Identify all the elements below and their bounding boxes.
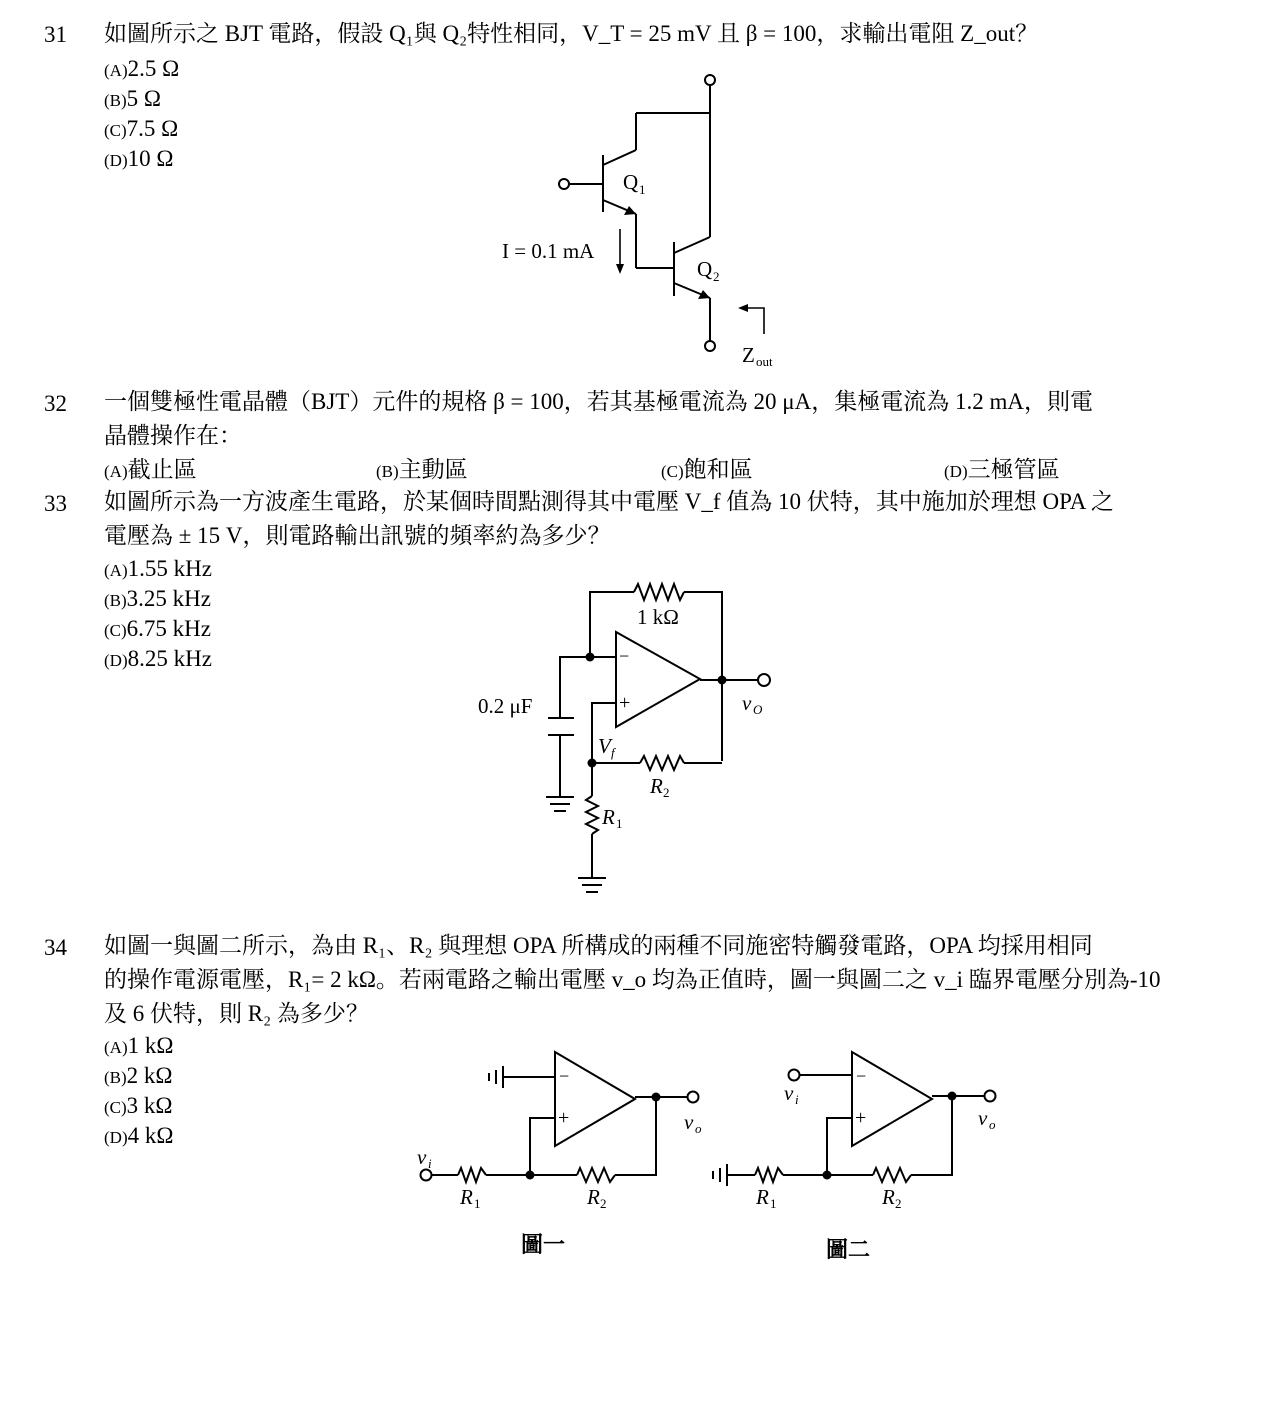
r1-resistor bbox=[755, 1168, 783, 1182]
option-letter: (C) bbox=[104, 121, 127, 140]
r2-label: R bbox=[882, 1185, 895, 1209]
plus-sign: + bbox=[619, 692, 631, 714]
option-text: 8.25 kHz bbox=[127, 646, 212, 671]
question-text: 如圖一與圖二所示，為由 R₁、R₂ 與理想 OPA 所構成的兩種不同施密特觸發電路，OPA 均採用相同 bbox=[104, 933, 1093, 958]
r1-label: R bbox=[602, 805, 615, 829]
output-terminal bbox=[688, 1092, 699, 1103]
option-letter: (D) bbox=[944, 462, 968, 481]
option-letter: (B) bbox=[104, 591, 127, 610]
question-number: 32 bbox=[44, 391, 67, 416]
option-text: 6.75 kHz bbox=[126, 616, 211, 641]
option-text: 2.5 Ω bbox=[127, 56, 180, 81]
vi-subscript: i bbox=[428, 1156, 432, 1171]
option-letter: (A) bbox=[104, 462, 128, 481]
option-letter: (B) bbox=[104, 91, 127, 110]
option-letter: (C) bbox=[661, 462, 684, 481]
q1-label: Q bbox=[623, 170, 639, 194]
option-text: 10 Ω bbox=[127, 146, 174, 171]
vo-label: v bbox=[742, 691, 752, 715]
minus-sign: − bbox=[856, 1066, 867, 1086]
option-letter: (C) bbox=[104, 1098, 127, 1117]
option-text: 飽和區 bbox=[683, 457, 753, 482]
r2-label: R bbox=[650, 774, 663, 798]
question-text: 及 6 伏特，則 R₂ 為多少？ bbox=[104, 1001, 369, 1026]
q1-subscript: 1 bbox=[639, 182, 646, 197]
vo-label: v bbox=[684, 1110, 694, 1134]
vi-label: v bbox=[784, 1081, 794, 1105]
option-text: 2 kΩ bbox=[126, 1063, 173, 1088]
option-text: 三極管區 bbox=[967, 457, 1060, 482]
figure-caption: 圖二 bbox=[826, 1237, 871, 1262]
vf-label: V bbox=[598, 734, 611, 758]
option-text: 1.55 kHz bbox=[127, 556, 212, 581]
plus-sign: + bbox=[855, 1107, 867, 1129]
vo-subscript: O bbox=[753, 702, 763, 717]
minus-sign: − bbox=[559, 1066, 570, 1086]
question-number: 33 bbox=[44, 491, 67, 516]
question-number: 34 bbox=[44, 935, 67, 960]
question-text: 電壓為 ± 15 V，則電路輸出訊號的頻率約為多少？ bbox=[104, 523, 611, 548]
zout-subscript: out bbox=[756, 354, 773, 369]
zout-label: Z bbox=[742, 343, 755, 367]
question-text: 如圖所示之 BJT 電路，假設 Q₁與 Q₂特性相同，V_T = 25 mV 且 β = 100，求輸出電阻 Z_out？ bbox=[104, 21, 1039, 46]
r1-subscript: 1 bbox=[474, 1196, 481, 1211]
r1-label: R bbox=[460, 1185, 473, 1209]
r2-subscript: 2 bbox=[663, 785, 670, 800]
r2-subscript: 2 bbox=[895, 1196, 902, 1211]
r1-subscript: 1 bbox=[616, 816, 623, 831]
vi-label: v bbox=[417, 1145, 427, 1169]
option-text: 3.25 kHz bbox=[126, 586, 211, 611]
figure-1 bbox=[417, 1052, 702, 1257]
current-label: I = 0.1 mA bbox=[502, 239, 595, 263]
option-text: 主動區 bbox=[398, 457, 468, 482]
input-terminal bbox=[789, 1070, 800, 1081]
option-letter: (A) bbox=[104, 61, 128, 80]
vo-subscript: o bbox=[695, 1121, 702, 1136]
r2-label: R bbox=[587, 1185, 600, 1209]
vf-subscript: f bbox=[611, 745, 615, 760]
feedback-resistor-label: 1 kΩ bbox=[637, 605, 679, 629]
capacitor-label: 0.2 μF bbox=[478, 694, 533, 718]
output-terminal bbox=[985, 1091, 996, 1102]
option-text: 3 kΩ bbox=[126, 1093, 173, 1118]
option-text: 4 kΩ bbox=[127, 1123, 174, 1148]
r1-subscript: 1 bbox=[770, 1196, 777, 1211]
option-letter: (A) bbox=[104, 1038, 128, 1057]
vo-label: v bbox=[978, 1106, 988, 1130]
figure-caption: 圖一 bbox=[521, 1232, 566, 1257]
input-terminal bbox=[421, 1170, 432, 1181]
question-text: 的操作電源電壓，R₁= 2 kΩ。若兩電路之輸出電壓 v_o 均為正值時，圖一與圖二之 v_i 臨界電壓分別為-10 bbox=[104, 967, 1161, 992]
option-letter: (A) bbox=[104, 561, 128, 580]
figure-2 bbox=[713, 1052, 996, 1262]
r2-subscript: 2 bbox=[600, 1196, 607, 1211]
r2-resistor bbox=[873, 1168, 911, 1182]
vi-subscript: i bbox=[795, 1092, 799, 1107]
vo-subscript: o bbox=[989, 1117, 996, 1132]
option-letter: (C) bbox=[104, 621, 127, 640]
question-number: 31 bbox=[44, 22, 67, 47]
question-text: 晶體操作在： bbox=[104, 423, 242, 448]
option-letter: (D) bbox=[104, 1128, 128, 1147]
q2-subscript: 2 bbox=[713, 269, 720, 284]
option-text: 1 kΩ bbox=[127, 1033, 174, 1058]
minus-sign: − bbox=[619, 646, 630, 666]
r1-label: R bbox=[756, 1185, 769, 1209]
q2-label: Q bbox=[697, 257, 713, 281]
question-text: 如圖所示為一方波產生電路，於某個時間點測得其中電壓 V_f 值為 10 伏特，其中施加於理想 OPA 之 bbox=[104, 489, 1114, 514]
option-letter: (B) bbox=[376, 462, 399, 481]
option-letter: (B) bbox=[104, 1068, 127, 1087]
plus-sign: + bbox=[558, 1107, 570, 1129]
r1-resistor bbox=[458, 1168, 486, 1182]
option-letter: (D) bbox=[104, 151, 128, 170]
r2-resistor bbox=[577, 1168, 615, 1182]
option-text: 5 Ω bbox=[126, 86, 162, 111]
option-text: 截止區 bbox=[127, 457, 197, 482]
option-text: 7.5 Ω bbox=[126, 116, 179, 141]
option-letter: (D) bbox=[104, 651, 128, 670]
question-text: 一個雙極性電晶體（BJT）元件的規格 β = 100，若其基極電流為 20 μA，集極電流為 1.2 mA，則電 bbox=[104, 389, 1093, 414]
